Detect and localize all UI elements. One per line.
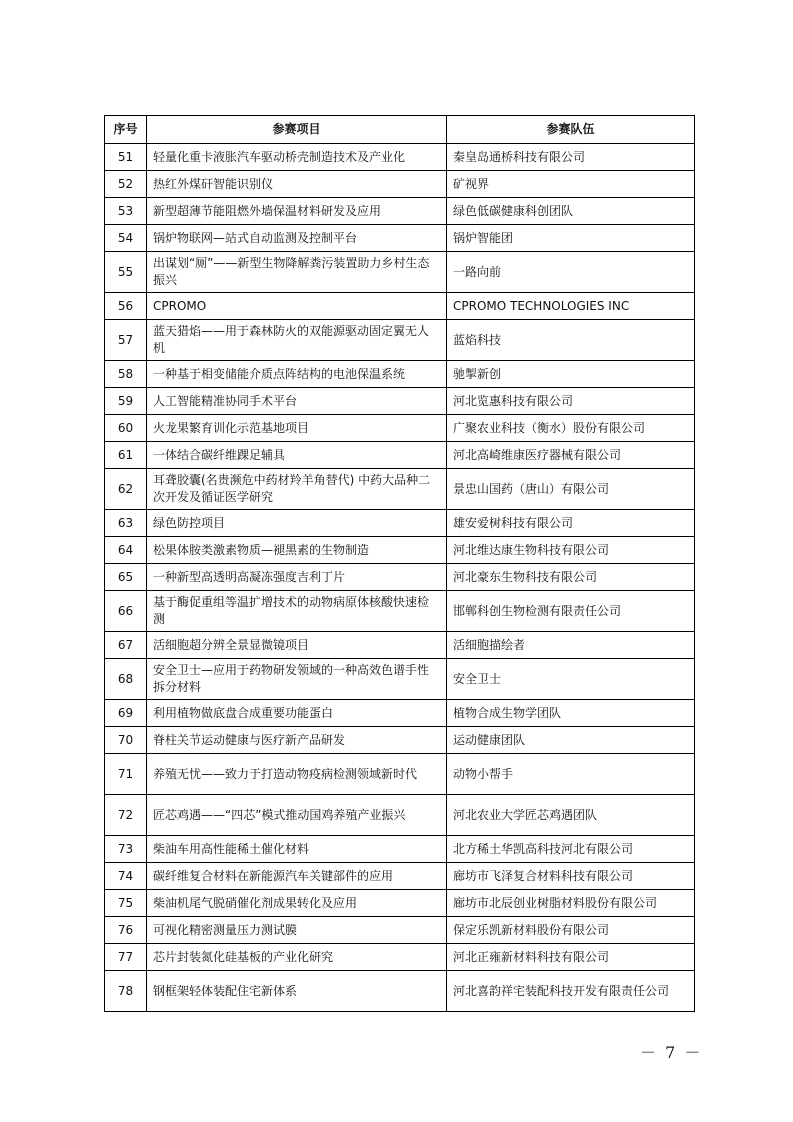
team-cell: 一路向前 — [447, 252, 695, 293]
team-cell: 活细胞描绘者 — [447, 632, 695, 659]
table-row — [105, 252, 695, 293]
project-cell: 一体结合碳纤维踝足辅具 — [147, 442, 447, 469]
row-number: 60 — [105, 415, 147, 442]
team-cell: 北方稀土华凯高科技河北有限公司 — [447, 836, 695, 863]
table-row — [105, 944, 695, 971]
header-team: 参赛队伍 — [447, 116, 695, 144]
row-number: 66 — [105, 591, 147, 632]
team-cell: 河北高崎维康医疗器械有限公司 — [447, 442, 695, 469]
project-cell: 蓝天猎焰——用于森林防火的双能源驱动固定翼无人机 — [147, 320, 447, 361]
project-cell: 一种新型高透明高凝冻强度吉利丁片 — [147, 564, 447, 591]
header-project: 参赛项目 — [147, 116, 447, 144]
team-cell: 廊坊市北辰创业树脂材料股份有限公司 — [447, 890, 695, 917]
row-number: 77 — [105, 944, 147, 971]
team-cell: CPROMO TECHNOLOGIES INC — [447, 293, 695, 320]
table-row — [105, 971, 695, 1012]
team-cell: 矿视界 — [447, 171, 695, 198]
project-cell: 热红外煤矸智能识别仪 — [147, 171, 447, 198]
table-row — [105, 591, 695, 632]
row-number: 64 — [105, 537, 147, 564]
project-cell: 柴油车用高性能稀土催化材料 — [147, 836, 447, 863]
row-number: 61 — [105, 442, 147, 469]
team-cell: 动物小帮手 — [447, 754, 695, 795]
project-cell: 安全卫士—应用于药物研发领域的一种高效色谱手性拆分材料 — [147, 659, 447, 700]
project-cell: 耳聋胶囊(名贵濒危中药材羚羊角替代) 中药大品种二次开发及循证医学研究 — [147, 469, 447, 510]
team-cell: 绿色低碳健康科创团队 — [447, 198, 695, 225]
row-number: 59 — [105, 388, 147, 415]
table-row — [105, 754, 695, 795]
table-row — [105, 510, 695, 537]
table-row — [105, 198, 695, 225]
team-cell: 河北维达康生物科技有限公司 — [447, 537, 695, 564]
project-cell: 绿色防控项目 — [147, 510, 447, 537]
table-header-row — [105, 116, 695, 144]
project-cell: 养殖无忧——致力于打造动物疫病检测领域新时代 — [147, 754, 447, 795]
table-row — [105, 795, 695, 836]
row-number: 51 — [105, 144, 147, 171]
row-number: 75 — [105, 890, 147, 917]
table-row — [105, 863, 695, 890]
row-number: 69 — [105, 700, 147, 727]
row-number: 65 — [105, 564, 147, 591]
row-number: 67 — [105, 632, 147, 659]
team-cell: 河北喜韵祥宅装配科技开发有限责任公司 — [447, 971, 695, 1012]
table-row — [105, 144, 695, 171]
team-cell: 保定乐凯新材料股份有限公司 — [447, 917, 695, 944]
table-row — [105, 917, 695, 944]
row-number: 78 — [105, 971, 147, 1012]
row-number: 72 — [105, 795, 147, 836]
team-cell: 景忠山国药（唐山）有限公司 — [447, 469, 695, 510]
team-cell: 廊坊市飞泽复合材料科技有限公司 — [447, 863, 695, 890]
table-row — [105, 727, 695, 754]
participants-table — [104, 115, 695, 1012]
row-number: 68 — [105, 659, 147, 700]
row-number: 57 — [105, 320, 147, 361]
table-row — [105, 388, 695, 415]
table-row — [105, 890, 695, 917]
row-number: 55 — [105, 252, 147, 293]
row-number: 74 — [105, 863, 147, 890]
project-cell: 可视化精密测量压力测试膜 — [147, 917, 447, 944]
table-row — [105, 564, 695, 591]
project-cell: 新型超薄节能阻燃外墙保温材料研发及应用 — [147, 198, 447, 225]
table-row — [105, 836, 695, 863]
row-number: 63 — [105, 510, 147, 537]
project-cell: 利用植物做底盘合成重要功能蛋白 — [147, 700, 447, 727]
team-cell: 植物合成生物学团队 — [447, 700, 695, 727]
team-cell: 雄安爱树科技有限公司 — [447, 510, 695, 537]
table-row — [105, 361, 695, 388]
team-cell: 安全卫士 — [447, 659, 695, 700]
project-cell: 松果体胺类激素物质—褪黑素的生物制造 — [147, 537, 447, 564]
header-index: 序号 — [105, 116, 147, 144]
row-number: 73 — [105, 836, 147, 863]
project-cell: 碳纤维复合材料在新能源汽车关键部件的应用 — [147, 863, 447, 890]
project-cell: 基于酶促重组等温扩增技术的动物病原体核酸快速检测 — [147, 591, 447, 632]
project-cell: 匠芯鸡遇——“四芯”模式推动国鸡养殖产业振兴 — [147, 795, 447, 836]
project-cell: 钢框架轻体装配住宅新体系 — [147, 971, 447, 1012]
team-cell: 运动健康团队 — [447, 727, 695, 754]
team-cell: 邯郸科创生物检测有限责任公司 — [447, 591, 695, 632]
project-cell: 锅炉物联网—站式自动监测及控制平台 — [147, 225, 447, 252]
project-cell: 芯片封装氮化硅基板的产业化研究 — [147, 944, 447, 971]
project-cell: 柴油机尾气脱硝催化剂成果转化及应用 — [147, 890, 447, 917]
table-row — [105, 293, 695, 320]
project-cell: 脊柱关节运动健康与医疗新产品研发 — [147, 727, 447, 754]
project-cell: 轻量化重卡液胀汽车驱动桥壳制造技术及产业化 — [147, 144, 447, 171]
row-number: 58 — [105, 361, 147, 388]
row-number: 56 — [105, 293, 147, 320]
row-number: 62 — [105, 469, 147, 510]
team-cell: 河北豪东生物科技有限公司 — [447, 564, 695, 591]
team-cell: 河北农业大学匠芯鸡遇团队 — [447, 795, 695, 836]
row-number: 70 — [105, 727, 147, 754]
project-cell: 火龙果繁育训化示范基地项目 — [147, 415, 447, 442]
table-row — [105, 700, 695, 727]
table-row — [105, 442, 695, 469]
row-number: 52 — [105, 171, 147, 198]
row-number: 54 — [105, 225, 147, 252]
project-cell: 出谋划“厕”——新型生物降解粪污装置助力乡村生态振兴 — [147, 252, 447, 293]
team-cell: 锅炉智能团 — [447, 225, 695, 252]
team-cell: 河北正雍新材料科技有限公司 — [447, 944, 695, 971]
table-row — [105, 469, 695, 510]
row-number: 76 — [105, 917, 147, 944]
team-cell: 河北览惠科技有限公司 — [447, 388, 695, 415]
team-cell: 蓝焰科技 — [447, 320, 695, 361]
team-cell: 广聚农业科技（衡水）股份有限公司 — [447, 415, 695, 442]
table-row — [105, 415, 695, 442]
team-cell: 驰掣新创 — [447, 361, 695, 388]
team-cell: 秦皇岛通桥科技有限公司 — [447, 144, 695, 171]
project-cell: 一种基于相变储能介质点阵结构的电池保温系统 — [147, 361, 447, 388]
table-row — [105, 320, 695, 361]
table-row — [105, 171, 695, 198]
table-row — [105, 225, 695, 252]
row-number: 53 — [105, 198, 147, 225]
project-cell: CPROMO — [147, 293, 447, 320]
project-cell: 活细胞超分辨全景显微镜项目 — [147, 632, 447, 659]
table-row — [105, 632, 695, 659]
page-number: － 7 － — [640, 1043, 703, 1062]
project-cell: 人工智能精准协同手术平台 — [147, 388, 447, 415]
table-row — [105, 537, 695, 564]
row-number: 71 — [105, 754, 147, 795]
table-row — [105, 659, 695, 700]
